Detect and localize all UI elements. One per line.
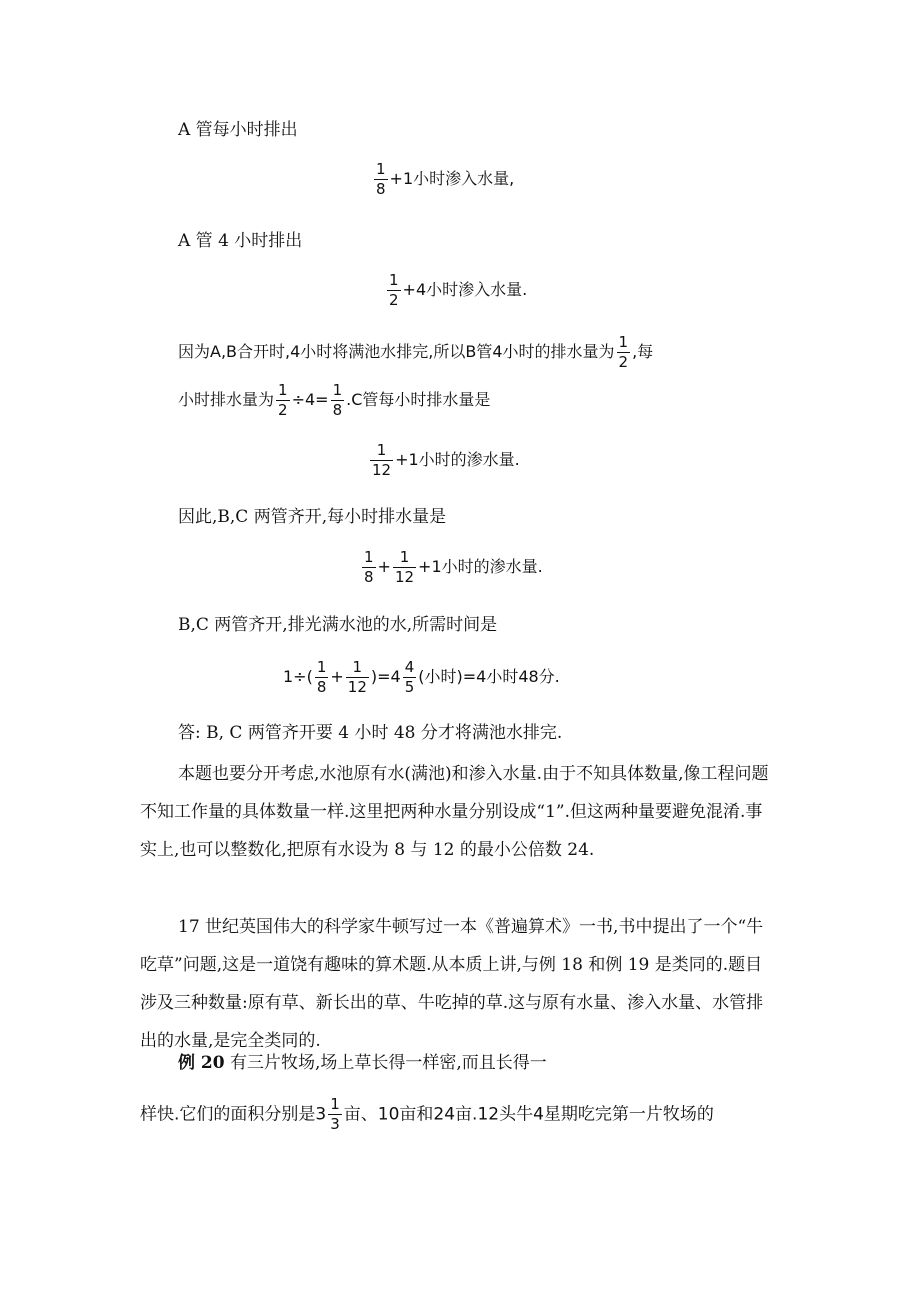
numerator: 1 xyxy=(330,1095,340,1113)
fraction xyxy=(393,550,416,585)
formula-line xyxy=(360,550,543,585)
numerator: 1 xyxy=(376,441,387,459)
fraction xyxy=(331,383,345,418)
fraction xyxy=(276,383,290,418)
text-line: A 管 4 小时排出 xyxy=(178,231,303,251)
answer-line: 答: B, C 两管齐开要 4 小时 48 分才将满池水排完. xyxy=(178,723,563,743)
numerator: 1 xyxy=(618,333,629,351)
fraction xyxy=(374,162,388,197)
denominator: 8 xyxy=(316,678,327,696)
formula-line xyxy=(368,443,520,478)
paragraph: 17 世纪英国伟大的科学家牛顿写过一本《普遍算术》一书,书中提出了一个“牛吃草”问题,这是一道饶有趣味的算术题.从本质上讲,与例 18 和例 19 是类同的.题目涉及三种数量:原有草、新长出的草、牛吃掉的草.这与原有水量、渗入水量、水管排出的水量,是完全类同的. xyxy=(140,917,764,1051)
formula-text: 1÷( xyxy=(283,667,313,686)
text-line: A 管每小时排出 xyxy=(178,120,298,140)
formula-text: +1小时的渗水量. xyxy=(418,557,543,576)
formula-line xyxy=(385,273,527,308)
example-label: 例 20 xyxy=(178,1053,225,1073)
example-text: 有三片牧场,场上草长得一样密,而且长得一 xyxy=(229,1053,547,1073)
formula-text: +1小时渗入水量, xyxy=(389,169,515,188)
denominator: 8 xyxy=(332,401,343,419)
denominator: 2 xyxy=(618,353,629,371)
numerator: 1 xyxy=(376,160,386,178)
text-run: 样快.它们的面积分别是3 xyxy=(140,1104,327,1125)
text-run: .C管每小时排水量是 xyxy=(346,390,491,409)
formula-text: )=4 xyxy=(370,667,401,686)
denominator: 8 xyxy=(364,568,374,586)
formula-text: (小时)=4小时48分. xyxy=(418,667,560,686)
text-run: 因为A,B合开时,4小时将满池水排完,所以B管4小时的排水量为 xyxy=(178,342,615,361)
operator: + xyxy=(377,557,391,576)
denominator: 2 xyxy=(278,401,288,419)
numerator: 1 xyxy=(316,658,327,676)
text-line: 因此,B,C 两管齐开,每小时排水量是 xyxy=(178,507,447,527)
paragraph: 本题也要分开考虑,水池原有水(满池)和渗入水量.由于不知具体数量,像工程问题不知工作量的具体数量一样.这里把两种水量分别设成“1”.但这两种量要避免混淆.事实上,也可以整数化,把原有水设为 8 与 12 的最小公倍数 24. xyxy=(140,764,769,860)
denominator: 2 xyxy=(389,291,399,309)
formula-line xyxy=(372,162,514,197)
numerator: 1 xyxy=(364,548,374,566)
example-line xyxy=(178,1052,547,1074)
numerator: 1 xyxy=(278,381,288,399)
text-run: 亩、10亩和24亩.12头牛4星期吃完第一片牧场的 xyxy=(343,1104,714,1125)
numerator: 1 xyxy=(332,381,343,399)
denominator: 3 xyxy=(330,1115,340,1133)
formula-text: +4小时渗入水量. xyxy=(402,280,528,299)
formula-text: +1小时的渗水量. xyxy=(395,450,520,469)
text-run: ,每 xyxy=(632,342,654,361)
fraction xyxy=(346,660,369,695)
fraction xyxy=(362,550,376,585)
fraction xyxy=(387,273,401,308)
denominator: 5 xyxy=(404,678,415,696)
operator: + xyxy=(330,667,344,686)
denominator: 12 xyxy=(372,461,392,479)
formula-line xyxy=(283,660,560,695)
text-line xyxy=(178,383,490,418)
numerator: 4 xyxy=(404,658,415,676)
fraction xyxy=(328,1097,342,1132)
denominator: 12 xyxy=(347,678,367,696)
fraction xyxy=(315,660,329,695)
denominator: 8 xyxy=(376,180,386,198)
numerator: 1 xyxy=(389,271,399,289)
text-run: 小时排水量为 xyxy=(178,390,275,409)
text-line xyxy=(178,335,653,370)
text-line: B,C 两管齐开,排光满水池的水,所需时间是 xyxy=(178,615,498,635)
numerator: 1 xyxy=(399,548,410,566)
numerator: 1 xyxy=(352,658,363,676)
fraction xyxy=(403,660,417,695)
denominator: 12 xyxy=(394,568,415,586)
text-run: ÷4= xyxy=(291,390,329,409)
text-line xyxy=(140,1097,714,1132)
fraction xyxy=(370,443,393,478)
fraction xyxy=(617,335,631,370)
